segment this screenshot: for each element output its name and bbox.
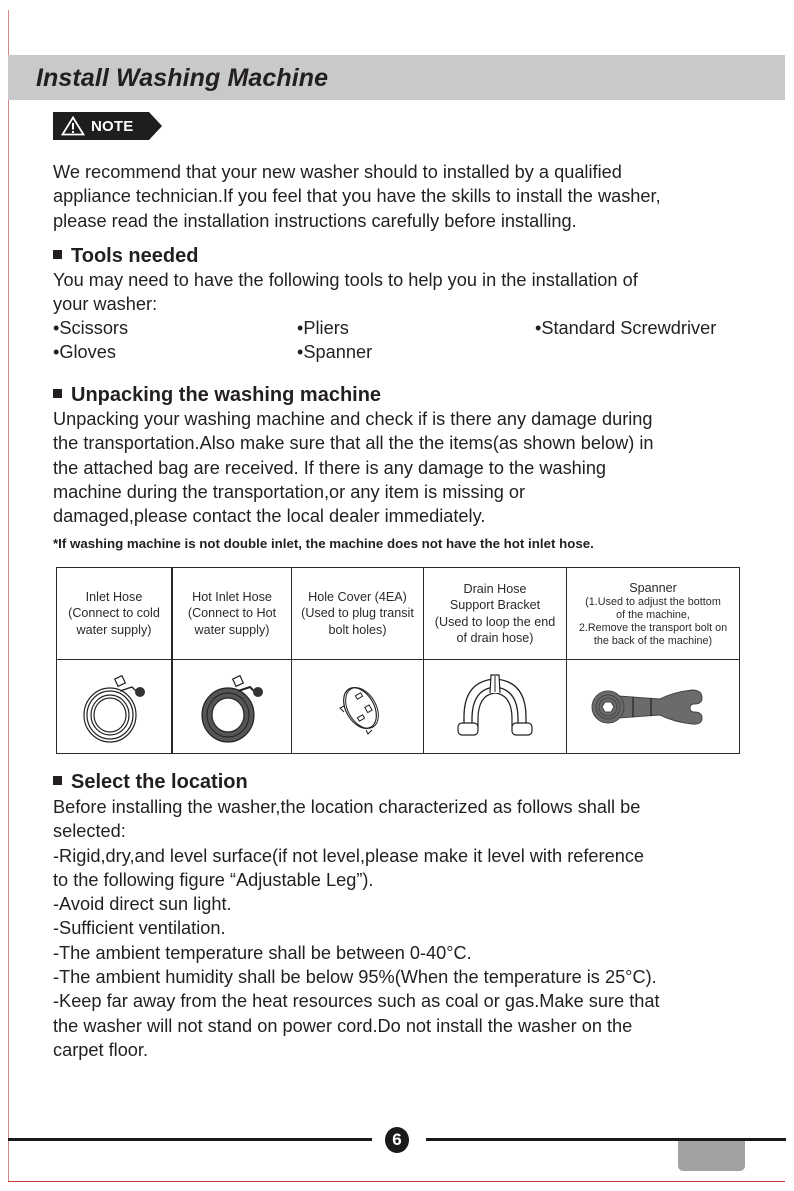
footnote: *If washing machine is not double inlet, the machine does not have the hot inlet hose. <box>53 536 594 551</box>
warning-triangle-icon <box>61 116 85 136</box>
location-heading <box>53 771 248 794</box>
spanner-icon <box>588 682 718 732</box>
location-heading-text: Select the location <box>71 771 248 793</box>
accessory-image-cell <box>57 660 173 754</box>
accessory-label-line: (Used to plug transit <box>301 606 414 621</box>
accessory-image-cell <box>292 660 424 754</box>
accessory-label-line: of the machine, <box>616 608 690 621</box>
accessory-label-line: Hot Inlet Hose <box>192 589 272 604</box>
hot-inlet-hose-icon <box>192 667 272 747</box>
accessory-label-line: Drain Hose <box>463 581 527 596</box>
note-line: appliance technician.If you feel that you have the skills to install the washer, <box>53 186 661 207</box>
tools-intro-line: You may need to have the following tools to help you in the installation of <box>53 270 638 290</box>
accessory-label-line: (1.Used to adjust the bottom <box>585 595 721 608</box>
note-text <box>53 160 661 233</box>
page-number: 6 <box>385 1127 409 1153</box>
note-badge-arrow <box>149 112 162 140</box>
accessories-image-row <box>57 660 740 754</box>
location-line: to the following figure “Adjustable Leg”). <box>53 869 374 890</box>
accessory-image-cell <box>172 660 292 754</box>
accessory-label-spanner <box>567 568 740 660</box>
location-line: Before installing the washer,the location characterized as follows shall be <box>53 797 641 817</box>
footer-tab <box>678 1141 745 1171</box>
accessory-label-line: bolt holes) <box>328 622 387 637</box>
unpacking-line: Unpacking your washing machine and check if is there any damage during <box>53 409 653 429</box>
location-line: -Avoid direct sun light. <box>53 894 232 915</box>
note-badge <box>53 112 163 140</box>
tools-intro-line: your washer: <box>53 294 158 315</box>
accessory-label-hole-cover <box>292 568 424 660</box>
tool-item-scissors: •Scissors <box>53 318 129 338</box>
accessory-label-hot-inlet-hose <box>172 568 292 660</box>
accessory-label-line: (Connect to Hot <box>187 606 277 621</box>
note-line: please read the installation instructions carefully before installing. <box>53 210 577 231</box>
tool-item-pliers: •Pliers <box>297 318 349 338</box>
location-line: -Rigid,dry,and level surface(if not level,please make it level with reference <box>53 845 645 866</box>
location-line: -Sufficient ventilation. <box>53 918 226 939</box>
location-text <box>53 795 660 1062</box>
tools-heading-text: Tools needed <box>71 245 199 267</box>
accessory-image-cell <box>424 660 567 754</box>
unpacking-line: damaged,please contact the local dealer immediately. <box>53 506 486 527</box>
accessory-label-line: the back of the machine) <box>593 634 713 647</box>
tool-item-standard-screwdriver: •Standard Screwdriver <box>535 318 717 338</box>
unpacking-text <box>53 407 654 528</box>
square-bullet-icon <box>53 389 62 398</box>
accessory-label-line: Hole Cover (4EA) <box>308 589 407 604</box>
accessory-label-title: Spanner <box>629 580 677 595</box>
inlet-hose-icon <box>74 667 154 747</box>
note-label: NOTE <box>91 118 134 135</box>
accessory-label-line: 2.Remove the transport bolt on <box>578 621 728 634</box>
note-line: We recommend that your new washer should to installed by a qualified <box>53 162 622 182</box>
location-line: -The ambient temperature shall be between 0-40°C. <box>53 942 472 963</box>
accessory-label-line: Support Bracket <box>449 598 541 612</box>
unpacking-line: the transportation.Also make sure that all the the items(as shown below) in <box>53 433 654 454</box>
drain-hose-bracket-icon <box>450 667 540 747</box>
unpacking-line: machine during the transportation,or any item is missing or <box>53 481 526 502</box>
accessory-label-line: water supply) <box>194 622 270 637</box>
accessories-table <box>56 567 740 754</box>
unpacking-line: the attached bag are received. If there is any damage to the washing <box>53 457 607 478</box>
unpacking-heading-text: Unpacking the washing machine <box>71 384 382 406</box>
location-line: selected: <box>53 821 126 842</box>
page-title: Install Washing Machine <box>36 64 329 92</box>
accessory-image-cell <box>567 660 740 754</box>
footer-rule-left <box>8 1138 372 1141</box>
accessory-label-inlet-hose <box>57 568 173 660</box>
location-line: -Keep far away from the heat resources such as coal or gas.Make sure that <box>53 991 660 1012</box>
tool-item-gloves: •Gloves <box>53 342 116 362</box>
accessory-label-line: Inlet Hose <box>85 589 143 604</box>
accessories-label-row <box>57 568 740 660</box>
location-line: the washer will not stand on power cord.Do not install the washer on the <box>53 1015 633 1036</box>
accessory-label-line: of drain hose) <box>456 631 534 645</box>
accessory-label-drain-hose-bracket <box>424 568 567 660</box>
page-border-bottom <box>8 1181 785 1182</box>
header-bar <box>8 55 785 100</box>
tool-item-spanner: •Spanner <box>297 342 373 362</box>
hole-cover-icon <box>328 672 388 742</box>
accessory-label-line: water supply) <box>76 622 152 637</box>
location-line: carpet floor. <box>53 1039 149 1060</box>
page-border-left <box>8 10 9 1182</box>
square-bullet-icon <box>53 250 62 259</box>
location-line: -The ambient humidity shall be below 95%(When the temperature is 25°C). <box>53 967 657 988</box>
accessory-label-line: (Used to loop the end <box>434 614 556 629</box>
unpacking-heading <box>53 384 381 407</box>
accessory-label-line: (Connect to cold <box>68 606 160 621</box>
tools-intro <box>53 268 638 317</box>
square-bullet-icon <box>53 776 62 785</box>
tools-heading <box>53 245 198 268</box>
